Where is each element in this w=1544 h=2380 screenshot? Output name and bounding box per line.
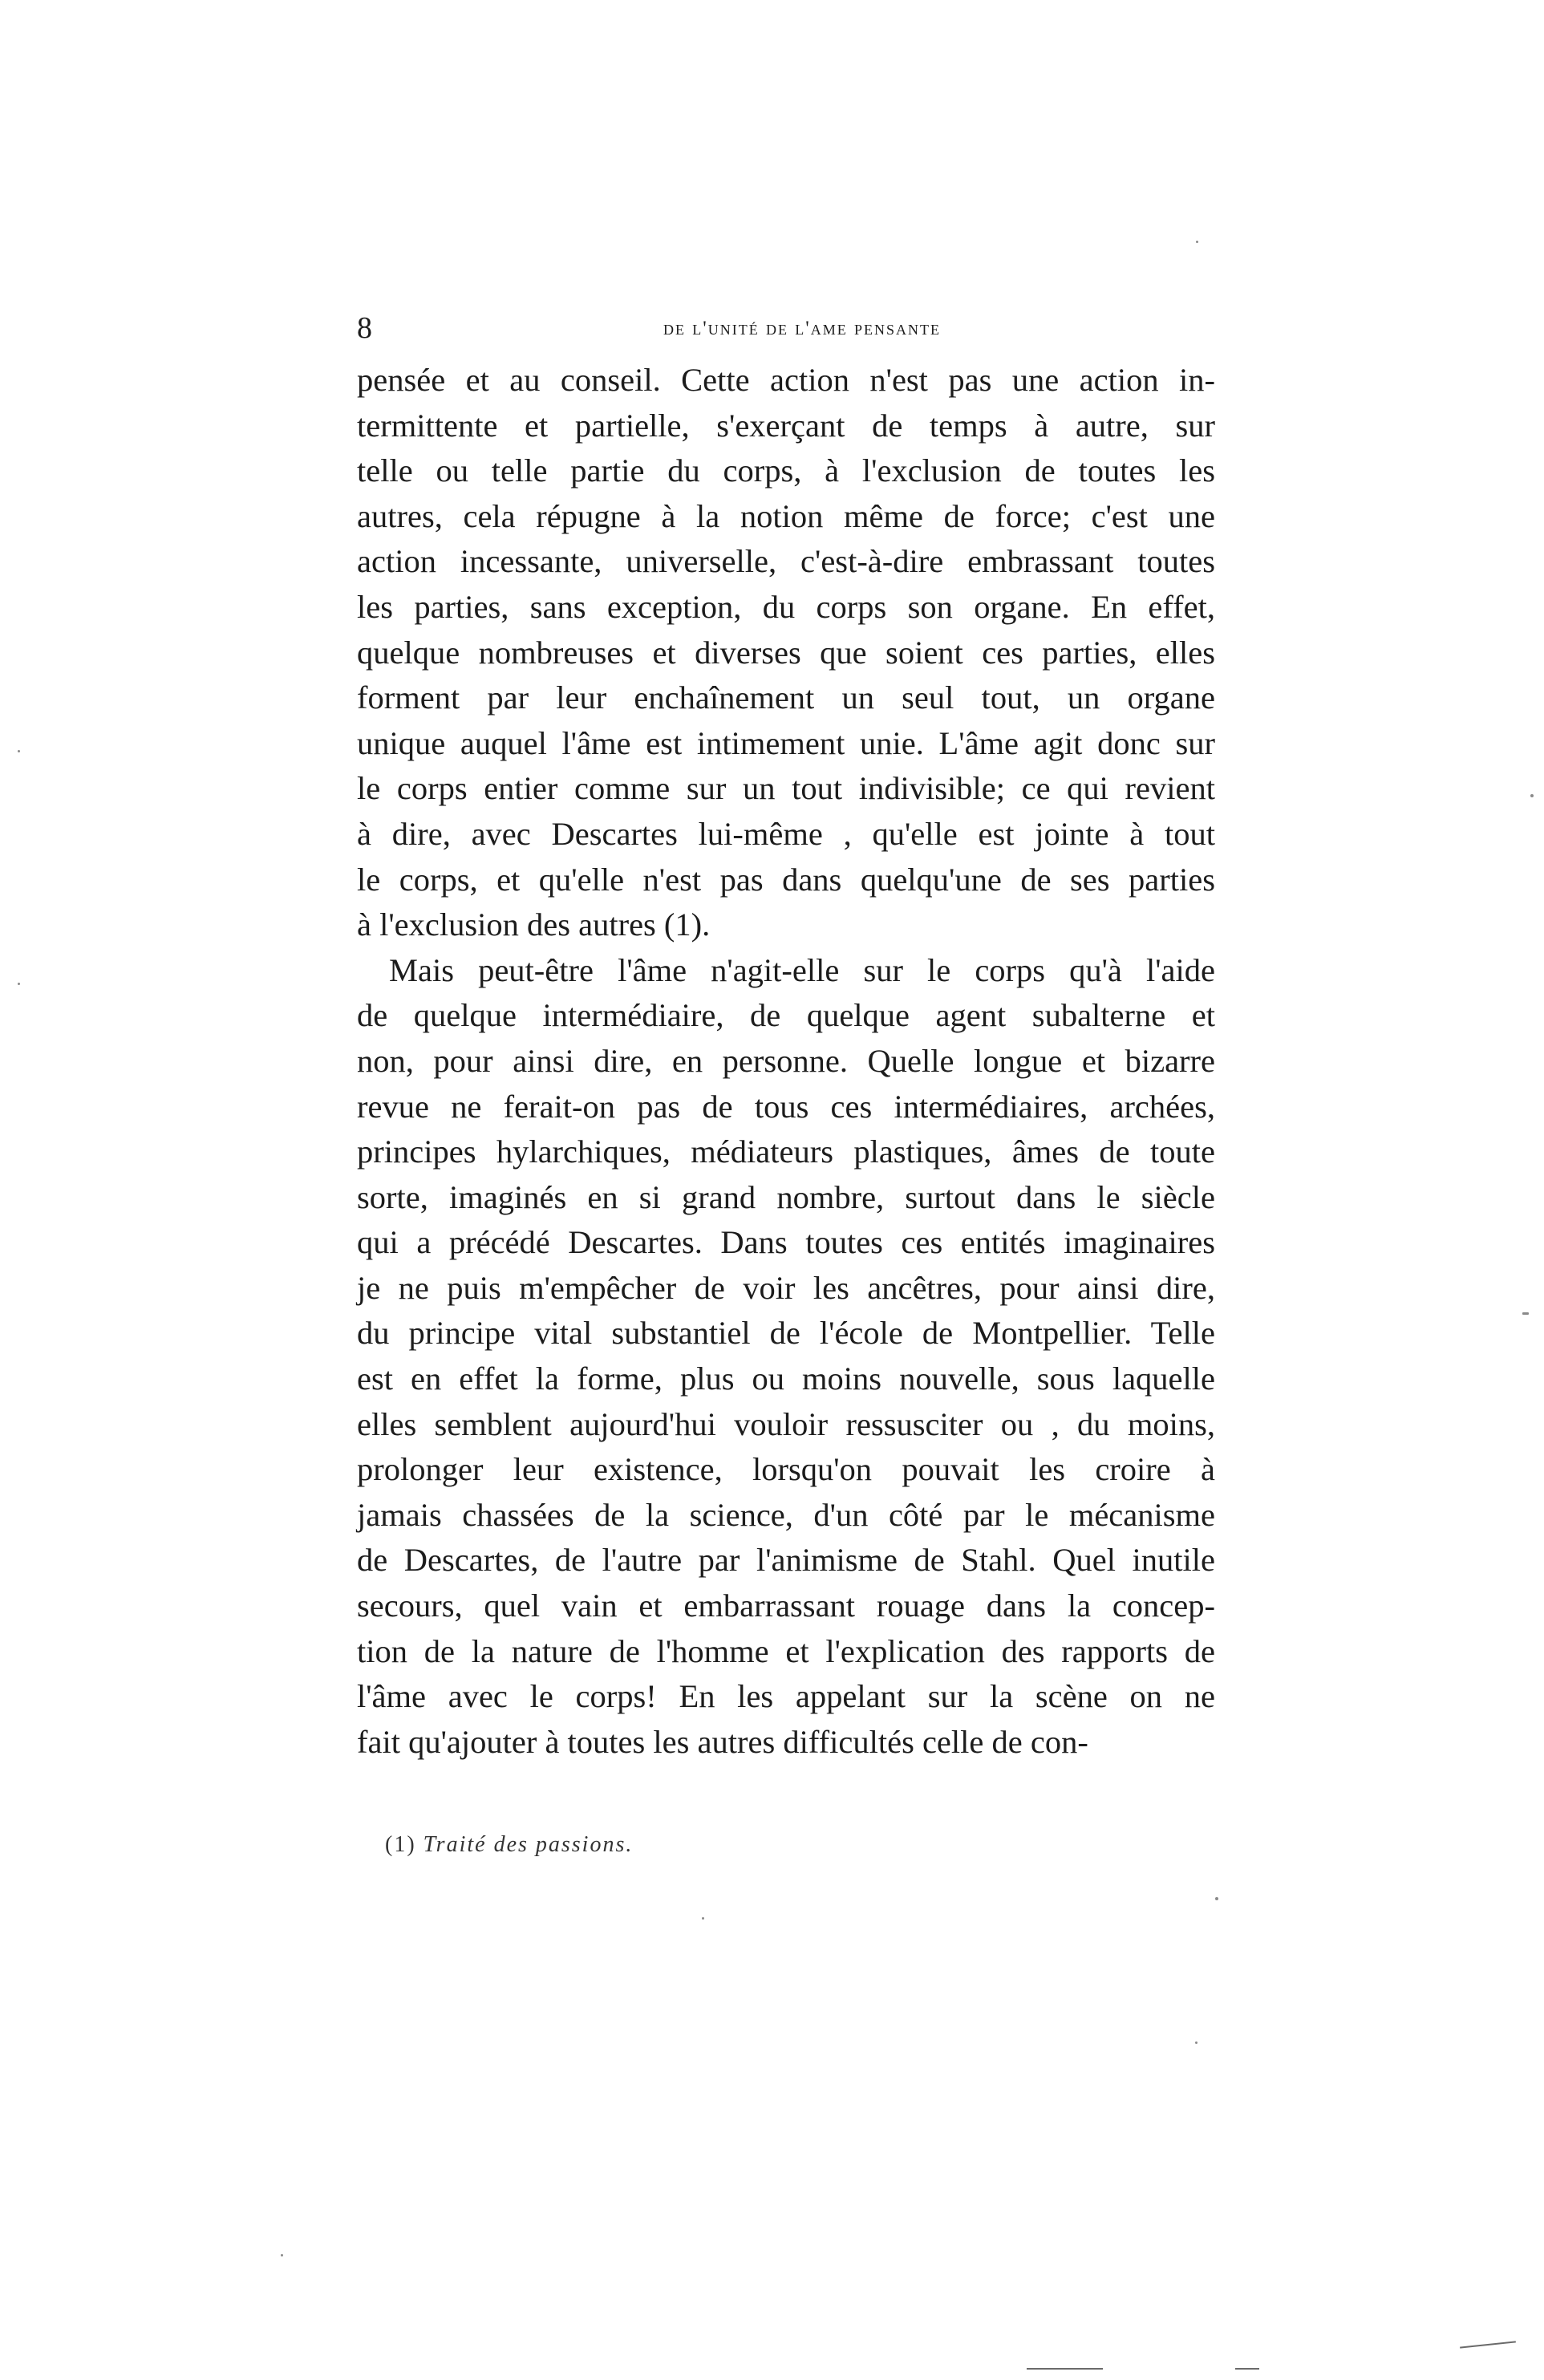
text-line: le corps entier comme sur un tout indivisible; ce qui revient	[357, 770, 1215, 807]
text-line: principes hylarchiques, médiateurs plastiques, âmes de toute	[357, 1133, 1215, 1170]
scan-mark	[1235, 2368, 1259, 2370]
text-line: sorte, imaginés en si grand nombre, surtout dans le siècle	[357, 1178, 1215, 1215]
text-line: quelque nombreuses et diverses que soient ces parties, elles	[357, 634, 1215, 671]
scan-speck	[1530, 794, 1534, 797]
text-line: jamais chassées de la science, d'un côté par le mécanisme	[357, 1496, 1215, 1533]
text-line: secours, quel vain et embarrassant rouage dans la concep-	[357, 1587, 1215, 1624]
text-line: le corps, et qu'elle n'est pas dans quelqu'une de ses parties	[357, 861, 1215, 898]
text-line: Mais peut-être l'âme n'agit-elle sur le corps qu'à l'aide	[389, 951, 1215, 988]
text-line: je ne puis m'empêcher de voir les ancêtres, pour ainsi dire,	[357, 1269, 1215, 1306]
text-line: action incessante, universelle, c'est-à-dire embrassant toutes	[357, 543, 1215, 580]
text-line: autres, cela répugne à la notion même de force; c'est une	[357, 497, 1215, 534]
scan-speck	[1195, 2041, 1198, 2044]
text-line: pensée et au conseil. Cette action n'est pas une action in-	[357, 362, 1215, 398]
text-line: à dire, avec Descartes lui-même , qu'elle est jointe à tout	[357, 815, 1215, 852]
scan-speck	[18, 750, 20, 752]
paragraph	[357, 358, 1215, 948]
footnote-marker: (1)	[385, 1832, 416, 1857]
scan-mark	[1460, 2341, 1516, 2348]
text-line: l'âme avec le corps! En les appelant sur la scène on ne	[357, 1678, 1215, 1715]
text-line: forment par leur enchaînement un seul tout, un organe	[357, 679, 1215, 716]
scan-speck	[1215, 1897, 1218, 1900]
scan-speck	[281, 2254, 283, 2256]
text-line: de Descartes, de l'autre par l'animisme de Stahl. Quel inutile	[357, 1542, 1215, 1579]
scan-speck	[1196, 241, 1198, 243]
running-header	[357, 308, 1215, 348]
text-line: les parties, sans exception, du corps son organe. En effet,	[357, 588, 1215, 625]
text-line: de quelque intermédiaire, de quelque agent subalterne et	[357, 997, 1215, 1034]
footnote	[385, 1829, 633, 1861]
text-line: est en effet la forme, plus ou moins nouvelle, sous laquelle	[357, 1360, 1215, 1397]
scan-mark	[1027, 2368, 1103, 2370]
running-title: de l'unité de l'ame pensante	[663, 318, 941, 339]
scan-speck	[702, 1917, 704, 1920]
scan-speck	[18, 983, 20, 985]
text-line: revue ne ferait-on pas de tous ces intermédiaires, archées,	[357, 1088, 1215, 1125]
text-line: telle ou telle partie du corps, à l'exclusion de toutes les	[357, 452, 1215, 489]
text-line: elles semblent aujourd'hui vouloir ressusciter ou , du moins,	[357, 1405, 1215, 1442]
text-line: qui a précédé Descartes. Dans toutes ces entités imaginaires	[357, 1224, 1215, 1261]
text-line: à l'exclusion des autres (1).	[357, 906, 711, 943]
text-line: termittente et partielle, s'exerçant de temps à autre, sur	[357, 407, 1215, 444]
text-line: non, pour ainsi dire, en personne. Quelle longue et bizarre	[357, 1042, 1215, 1079]
paragraph	[357, 948, 1215, 1766]
page-number: 8	[357, 311, 372, 345]
text-line: tion de la nature de l'homme et l'explication des rapports de	[357, 1632, 1215, 1669]
text-line: du principe vital substantiel de l'école de Montpellier. Telle	[357, 1315, 1215, 1352]
scan-speck	[1522, 1312, 1529, 1315]
text-line: unique auquel l'âme est intimement unie. L'âme agit donc sur	[357, 724, 1215, 761]
footnote-title: Traité des passions.	[423, 1832, 634, 1857]
text-line: fait qu'ajouter à toutes les autres difficultés celle de con-	[357, 1723, 1088, 1760]
body-text	[357, 358, 1215, 1765]
text-line: prolonger leur existence, lorsqu'on pouvait les croire à	[357, 1451, 1215, 1488]
